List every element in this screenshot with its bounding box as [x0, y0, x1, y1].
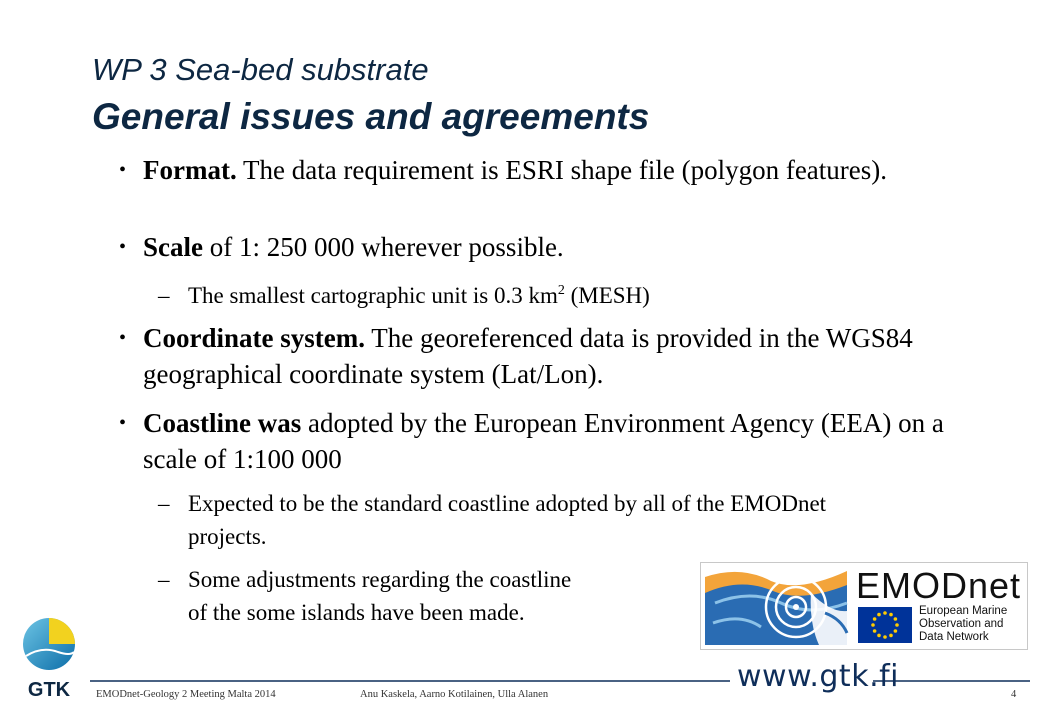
subbullet-adjustments-line2: of the some islands have been made.	[188, 600, 525, 625]
footer-page-number: 4	[1011, 689, 1017, 700]
superscript-2: 2	[557, 283, 565, 298]
bullet-coordinate-label: Coordinate system.	[143, 323, 365, 353]
bullet-marker: •	[119, 327, 127, 349]
bullet-marker: •	[119, 412, 127, 434]
eu-star-icon	[883, 611, 887, 615]
emodnet-subtitle	[919, 605, 1007, 644]
subbullet-standard-coastline	[158, 487, 888, 553]
bullet-scale-text: of 1: 250 000 wherever possible.	[203, 232, 564, 262]
subbullet-unit-suffix: (MESH)	[564, 283, 650, 308]
emodnet-subtitle-line3: Data Network	[919, 631, 989, 643]
emodnet-map-graphic	[701, 563, 851, 649]
bullet-coordinate-system	[119, 320, 963, 392]
gtk-url: www.gtk.fi	[737, 659, 900, 694]
eu-star-icon	[873, 617, 877, 621]
subbullet-marker: –	[158, 567, 170, 592]
bullet-coastline-text: adopted by the European Environment Agency (EEA) on a scale of 1:100 000	[143, 408, 944, 474]
eu-star-icon	[877, 634, 881, 638]
bullet-format	[119, 152, 963, 188]
slide-title-line2: General issues and agreements	[92, 96, 650, 137]
eu-star-icon	[871, 623, 875, 627]
bullet-format-text: The data requirement is ESRI shape file (polygon features).	[236, 155, 888, 185]
subbullet-standard-text: Expected to be the standard coastline adopted by all of the EMODnet projects.	[188, 491, 827, 549]
eu-star-icon	[873, 629, 877, 633]
subbullet-adjustments-line1: Some adjustments regarding the coastline	[188, 567, 572, 592]
emodnet-subtitle-line1: European Marine	[919, 605, 1008, 617]
eu-flag-icon	[858, 607, 912, 643]
eu-star-icon	[894, 617, 898, 621]
footer-meeting: EMODnet-Geology 2 Meeting Malta 2014	[96, 689, 276, 700]
eu-star-icon	[877, 613, 881, 617]
subbullet-adjustments	[158, 563, 688, 629]
emodnet-subtitle-line2: Observation and	[919, 618, 1004, 630]
subbullet-unit-text: The smallest cartographic unit is 0.3 km	[188, 283, 558, 308]
footer-authors: Anu Kaskela, Aarno Kotilainen, Ulla Alanen	[360, 689, 549, 700]
eu-star-icon	[889, 634, 893, 638]
eu-star-icon	[894, 629, 898, 633]
slide-title-line1: WP 3 Sea-bed substrate	[92, 52, 429, 87]
bullet-marker: •	[119, 159, 127, 181]
bullet-marker: •	[119, 236, 127, 258]
bullet-coordinate-text: The georeferenced data is provided in the WGS84 geographical coordinate system (Lat/Lon).	[143, 323, 913, 389]
bullet-format-label: Format.	[143, 155, 237, 185]
gtk-logo-text: GTK	[27, 679, 71, 701]
bullet-coastline-label: Coastline was	[143, 408, 302, 438]
emodnet-logo	[700, 562, 1028, 650]
eu-star-icon	[883, 635, 887, 639]
bullet-scale	[119, 229, 963, 265]
subbullet-smallest-unit	[158, 279, 888, 312]
bullet-scale-label: Scale	[143, 232, 203, 262]
subbullet-marker: –	[158, 491, 170, 516]
eu-star-icon	[895, 623, 899, 627]
eu-star-icon	[889, 613, 893, 617]
bullet-coastline	[119, 405, 963, 477]
subbullet-marker: –	[158, 283, 170, 308]
gtk-logo-icon	[18, 616, 80, 702]
emodnet-title: EMODnet	[856, 565, 1022, 606]
